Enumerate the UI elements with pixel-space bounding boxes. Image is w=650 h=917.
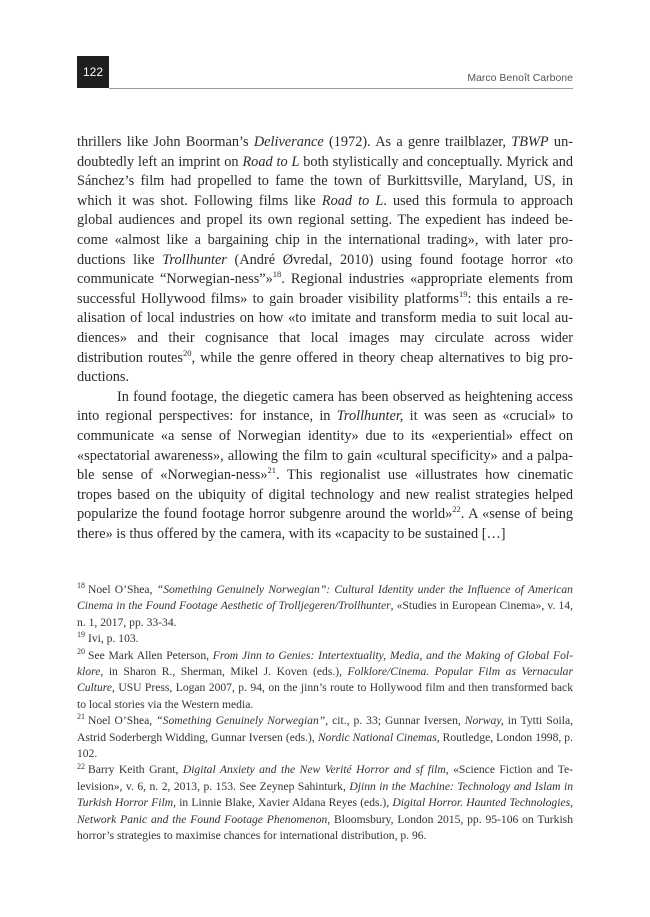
text-run: , USU Press, Logan 2007, p. 94, on the jinn’s route to Hollywood film and then transformed back to local stories via the Western media. bbox=[77, 681, 573, 711]
text-run: both stylistically and conceptually. Myrick and Sánchez’s film had propelled to fame the town of Burkittsville, Maryland, US, in which it was shot. Following films like bbox=[77, 153, 573, 209]
text-run: Barry Keith Grant, bbox=[88, 763, 183, 777]
footnote-number: 20 bbox=[77, 646, 85, 656]
footnotes bbox=[77, 582, 573, 845]
italic-title: Norway, bbox=[464, 714, 504, 728]
text-run: in Tytti Soila, Astrid Soderbergh Widding, Gunnar Iversen (eds.), bbox=[77, 714, 573, 744]
text-run: undoubtedly left an imprint on bbox=[77, 134, 573, 170]
footnote-ref-21[interactable]: 21 bbox=[267, 465, 277, 476]
italic-title: Trollhunter, bbox=[336, 408, 404, 425]
footnote-number: 22 bbox=[77, 761, 85, 771]
text-run: it was seen as «crucial» to communicate «a sense of Norwegian identity» due to its «experiential» effect on «spectatorial awareness», allowing the film to gain «cultural specificity» and a palpable sense of «Norwegian-ness» bbox=[77, 408, 574, 484]
text-run: , «Science Fiction and Television», v. 6, n. 2, 2013, p. 153. See Zeynep Sahinturk, bbox=[77, 763, 574, 793]
footnote-ref-22[interactable]: 22 bbox=[452, 504, 461, 515]
text-run: Routledge, London 1998, p. 102. bbox=[77, 730, 573, 761]
footnote-ref-19[interactable]: 19 bbox=[459, 288, 468, 299]
text-run: In found footage, the diegetic camera has been observed as heightening access into regional perspectives: for instance, in bbox=[77, 388, 573, 425]
text-run: . Regional industries «appropriate elements from successful Hollywood films» to gain broader visibility platforms bbox=[77, 271, 573, 307]
italic-title: Trollhunter bbox=[162, 251, 227, 268]
italic-title: Digital Horror. Haunted Technologies, Network Panic and the Found Footage Phenomenon bbox=[77, 796, 573, 826]
text-run: , Bloomsbury, London 2015, pp. 95-106 on Turkish horror’s strategies to maximise chances for international distribution, p. 96. bbox=[77, 812, 573, 843]
footnote-number: 18 bbox=[77, 581, 85, 591]
text-run: See Mark Allen Peterson, bbox=[88, 648, 213, 662]
footnote-ref-20[interactable]: 20 bbox=[182, 347, 192, 358]
italic-title: From Jinn to Genies: Intertextuality, Media, and the Making of Global Folklore bbox=[77, 648, 574, 679]
paragraph-2 bbox=[77, 388, 573, 545]
text-run: . A «sense of being there» is thus offered by the camera, with its «capacity to be sustained […] bbox=[77, 506, 573, 542]
text-run: . This regionalist use «illustrates how cinematic tropes based on the ubiquity of digital technology and new realist strategies helped popularize the found footage horror subgenre around the world» bbox=[77, 467, 574, 523]
italic-title: “Something Genuinely Norwegian” bbox=[156, 714, 326, 728]
text-run: Noel O’Shea, bbox=[88, 714, 157, 728]
text-run: thrillers like John Boorman’s bbox=[77, 134, 254, 150]
footnote-21 bbox=[77, 713, 573, 762]
text-run: (André Øvredal, 2010) using found footage horror «to communicate “Norwegian-ness”» bbox=[77, 251, 573, 288]
italic-title: Nordic National Cinemas, bbox=[317, 730, 440, 744]
text-run: . used this formula to approach global audiences and propel its own regional setting. The expedient has indeed become «almost like a bargaining chip in the international trading», with later productions like bbox=[77, 192, 573, 268]
text-run: , cit., p. 33; Gunnar Iversen, bbox=[325, 714, 465, 728]
running-head: Marco Benoît Carbone bbox=[467, 72, 573, 84]
footnote-19 bbox=[77, 631, 573, 647]
italic-title: Djinn in the Machine: Technology and Islam in Turkish Horror Film bbox=[77, 779, 574, 810]
text-run: : this entails a realisation of local industries on how «to imitate and transform media to suit local audiences» and their cognisance that local images may circulate across wider distribution routes bbox=[77, 290, 573, 366]
text-run: , «Studies in European Cinema», v. 14, n. 1, 2017, pp. 33-34. bbox=[77, 599, 573, 629]
text-run: , while the genre offered in theory cheap alternatives to big productions. bbox=[77, 349, 573, 386]
text-run: (1972). As a genre trailblazer, bbox=[323, 134, 512, 150]
paragraph-1 bbox=[77, 133, 573, 388]
text-run: , in Sharon R., Sherman, Mikel J. Koven (eds.), bbox=[100, 665, 348, 679]
footnote-20 bbox=[77, 648, 573, 714]
italic-title: Digital Anxiety and the New Verité Horror and sf film bbox=[182, 763, 446, 777]
footnote-ref-18[interactable]: 18 bbox=[272, 269, 282, 280]
italic-title: Road to L bbox=[321, 192, 384, 209]
text-run: Ivi, p. 103. bbox=[88, 632, 139, 646]
italic-title: Folklore/Cinema. Popular Film as Vernacular Culture bbox=[77, 665, 573, 695]
italic-title: “Something Genuinely Norwegian”: Cultural Identity under the Influence of American Cinema in the Found Footage Aesthetic of Trolljegeren/Trollhunter bbox=[77, 583, 573, 613]
footnote-18 bbox=[77, 582, 573, 631]
header-divider bbox=[109, 88, 573, 89]
italic-title: Deliverance bbox=[253, 134, 324, 150]
text-run: Noel O’Shea, bbox=[88, 583, 157, 596]
page-number bbox=[77, 56, 109, 88]
text-run: , in Linnie Blake, Xavier Aldana Reyes (eds.), bbox=[173, 796, 393, 810]
footnote-22 bbox=[77, 762, 573, 844]
page-number-text: 122 bbox=[82, 65, 104, 79]
footnote-number: 21 bbox=[77, 712, 85, 722]
footnote-number: 19 bbox=[77, 630, 85, 640]
italic-title: TBWP bbox=[511, 134, 549, 150]
italic-title: Road to L bbox=[242, 153, 300, 170]
main-text bbox=[77, 133, 573, 544]
